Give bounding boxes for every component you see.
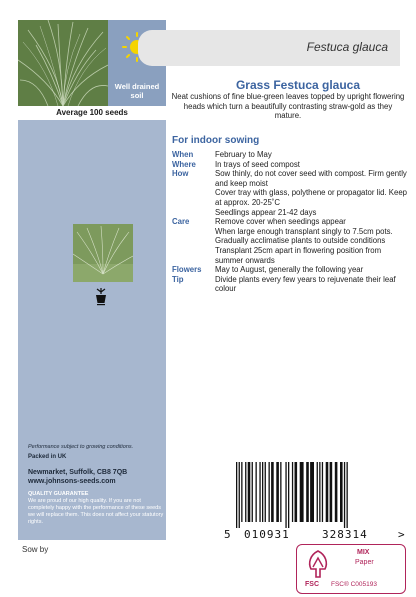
- instruction-text: [215, 265, 408, 275]
- barcode-bar: [271, 462, 274, 522]
- barcode-arrow: >: [398, 528, 406, 541]
- instruction-line: February to May: [215, 150, 272, 159]
- barcode-bar: [310, 462, 314, 522]
- barcode-bar: [335, 462, 338, 522]
- instruction-row-how: [172, 169, 408, 217]
- barcode-bar: [317, 462, 318, 522]
- instruction-label: When: [172, 150, 194, 159]
- company-address: [28, 468, 168, 486]
- barcode-bar: [241, 462, 242, 522]
- instruction-row-care: [172, 217, 408, 265]
- barcode-bar: [269, 462, 270, 522]
- website-link: www.johnsons-seeds.com: [28, 478, 116, 485]
- instruction-text: [215, 275, 408, 294]
- performance-note: Performance subject to growing conditions.: [28, 444, 134, 450]
- instruction-text: [215, 160, 408, 170]
- instruction-label: Flowers: [172, 265, 202, 275]
- barcode-bar: [252, 462, 253, 522]
- instruction-text: [215, 150, 408, 160]
- left-info-panel: [18, 20, 166, 540]
- instruction-row-tip: [172, 275, 408, 294]
- fsc-certification: [296, 544, 406, 594]
- barcode-bar: [245, 462, 246, 522]
- barcode-right-digits: 328314: [322, 528, 368, 541]
- barcode-bar: [276, 462, 279, 522]
- grass-thumbnail: [73, 224, 133, 282]
- instruction-line: May to August, generally the following year: [215, 265, 364, 275]
- barcode-bar: [340, 462, 343, 522]
- fsc-mix: MIX: [357, 549, 370, 556]
- product-name: Grass Festuca glauca: [235, 78, 361, 92]
- quality-guarantee-text: We are proud of our high quality. If you are not completely happy with the performance of these seeds we will replace them. This does not affect your statutory rights.: [28, 498, 164, 525]
- instruction-line: When large enough transplant singly to 7.5cm pots. Gradually acclimatise plants to outside conditions: [215, 226, 393, 246]
- barcode-left-digits: 010931: [244, 528, 290, 541]
- instruction-text: [215, 169, 408, 217]
- instruction-line: Transplant 25cm apart in flowering position from summer onwards: [215, 245, 382, 265]
- average-seeds: Average 100 seeds: [18, 106, 166, 120]
- barcode-bar: [347, 462, 348, 528]
- fsc-label: FSC: [305, 581, 319, 588]
- instruction-line: Cover tray with glass, polythene or propagator lid. Keep at approx. 20-25˚C: [215, 188, 407, 207]
- packed-in-label: Packed in UK: [28, 454, 67, 460]
- barcode-lead-digit: 5: [224, 528, 232, 541]
- soil-label: Well drained soil: [114, 82, 160, 100]
- instruction-text: [215, 217, 408, 265]
- barcode-bars: [222, 458, 410, 530]
- barcode-bar: [239, 462, 240, 528]
- sowing-section-title: For indoor sowing: [172, 135, 260, 146]
- barcode-bar: [280, 462, 281, 522]
- fsc-paper: Paper: [355, 559, 374, 566]
- barcode: [222, 458, 410, 541]
- instruction-label: Where: [172, 159, 196, 169]
- barcode-bar: [330, 462, 333, 522]
- barcode-bar: [262, 462, 263, 522]
- instruction-line: Divide plants every few years to rejuvenate their leaf colour: [215, 274, 396, 294]
- sowing-instructions: [172, 150, 408, 294]
- barcode-bar: [300, 462, 304, 522]
- barcode-bar: [344, 462, 345, 528]
- barcode-bar: [322, 462, 323, 522]
- instruction-label: Tip: [172, 274, 184, 284]
- barcode-bar: [256, 462, 257, 522]
- barcode-bar: [236, 462, 237, 528]
- instruction-line: Sow thinly, do not cover seed with compost. Firm gently and keep moist: [215, 169, 407, 188]
- barcode-bar: [265, 462, 266, 522]
- latin-name-tab: [138, 30, 400, 66]
- fsc-tree-icon: [305, 549, 331, 579]
- barcode-bar: [292, 462, 293, 522]
- barcode-bar: [326, 462, 329, 522]
- quality-guarantee-title: QUALITY GUARANTEE: [28, 491, 89, 497]
- grass-photo: [18, 20, 108, 106]
- barcode-bar: [285, 462, 286, 528]
- barcode-bar: [248, 462, 251, 522]
- instruction-line: Seedlings appear 21-42 days: [215, 207, 317, 217]
- barcode-bar: [319, 462, 320, 522]
- barcode-bar: [306, 462, 309, 522]
- instruction-line: In trays of seed compost: [215, 159, 300, 169]
- address-line: Newmarket, Suffolk, CB8 7QB: [28, 469, 128, 476]
- instruction-line: Remove cover when seedings appear: [215, 217, 346, 227]
- barcode-bar: [295, 462, 298, 522]
- instruction-row-where: [172, 160, 408, 170]
- instruction-row-flowers: [172, 265, 408, 275]
- barcode-bar: [259, 462, 260, 522]
- product-description: Neat cushions of fine blue-green leaves topped by upright flowering heads which turn a beautifully contrasting straw-gold as they mature.: [171, 92, 405, 120]
- fsc-code: FSC® C005193: [331, 581, 377, 588]
- instruction-row-when: [172, 150, 408, 160]
- barcode-bar: [288, 462, 289, 528]
- sow-by-label: Sow by: [22, 545, 49, 554]
- instruction-label: How: [172, 169, 189, 179]
- latin-name: Festuca glauca: [306, 40, 388, 54]
- plant-pot-icon: [94, 288, 108, 306]
- instruction-label: Care: [172, 217, 190, 227]
